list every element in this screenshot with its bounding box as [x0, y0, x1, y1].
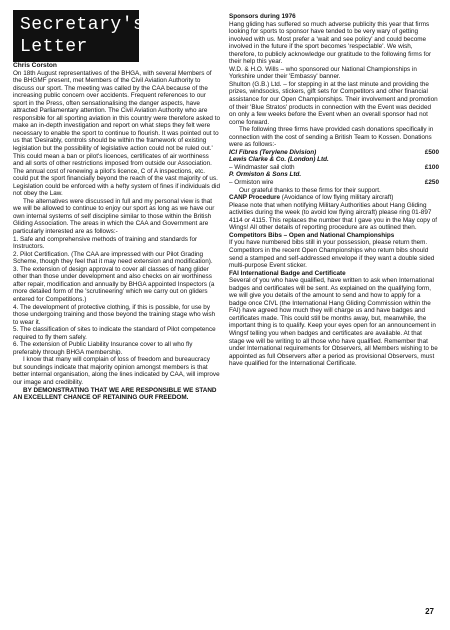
- masthead: [13, 10, 145, 62]
- list-item-site-classification: 5. The classification of sites to indicate the standard of Pilot competence required to fly them safely.: [13, 326, 216, 341]
- masthead-line-1: Secretary's: [20, 15, 145, 35]
- page-number: 27: [425, 607, 434, 616]
- section-heading-canp: [229, 194, 439, 202]
- donor-detail: – Windmaster sail cloth: [229, 163, 295, 171]
- closing-statement: BY DEMONSTRATING THAT WE ARE RESPONSIBLE WE STAND AN EXCELLENT CHANCE OF RETAINING OUR FREEDOM.: [13, 386, 217, 402]
- donation-amount: £100: [424, 163, 439, 171]
- donation-amount: [413, 171, 439, 179]
- paragraph-shulton: Shulton (G.B.) Ltd. – for stepping in at the last minute and providing the prizes, windsocks, stickers, gift sets for Competitors and other financial assistance for our Open Championships. Their involvement and promotion of their 'Blue Stratos' products in connection with the Event was decided on only a few weeks before the Event when an overall sponsor had not come forward.: [229, 80, 438, 126]
- paragraph-fai: Several of you who have qualified, have written to ask when International badges and certificates will be sent. As explained on the qualifying form, we will give you details of the amount to send and how to apply for a badge once CIVL (the International Hang Gliding Commission within the FAI) have agreed how much they will charge us and have badges and certificates made. This could still be months away, but, meanwhile, the important thing is to qualify. Keep your eyes open for an announcement in Wingsf telling you when badges and certificates are available. At that stage we will be writing to all those who have qualified. Remember that under International requirements for Observers, all Members wishing to be appointed as full Observers after a period as provisional Observers, must have qualified for the International Certificate.: [229, 277, 438, 368]
- section-heading-sponsors: Sponsors during 1976: [229, 13, 296, 20]
- donor-detail: – Ormiston wire: [229, 179, 274, 187]
- author-name: Chris Corston: [13, 62, 57, 69]
- list-item-training: 1. Safe and comprehensive methods of training and standards for Instructors.: [13, 235, 198, 251]
- table-row: [229, 149, 439, 157]
- list-item-certification: 2. Pilot Certification. (The CAA are impressed with our Pilot Grading Scheme, though they feel that it may need extension and modification).: [13, 250, 213, 266]
- donation-amount: £250: [424, 179, 439, 187]
- list-item-design-approval: 3. The extension of design approval to cover all classes of hang glider other than those under development and also checks on air worthiness after repair, modification and annually by BHGA appointed Inspectors (a more detailed form of the 'scrutineering' which we carry out on gliders entered for Competitions.): [13, 265, 215, 303]
- canp-heading-bold: CANP Procedure: [229, 194, 281, 202]
- table-row: [229, 164, 439, 172]
- donor-name: P. Ormiston & Sons Ltd.: [229, 171, 302, 179]
- canp-heading-rest: (Avoidance of low flying military aircraft): [281, 194, 394, 202]
- donations-table: [229, 149, 439, 187]
- left-column: [13, 0, 220, 402]
- list-item-insurance: 6. The extension of Public Liability Insurance cover to all who fly preferably through BHGA membership.: [13, 341, 193, 356]
- section-heading-fai: FAI International Badge and Certificate: [229, 269, 346, 277]
- paragraph-caa-meeting: On 18th August representatives of the BHGA, with several Members of the BHGMF present, met Members of the Civil Aviation Authority to discuss our sport. The meeting was called by the CAA because of the increasing public concern over accidents. Frequent references to our sport in the Press, often sensationalising the danger aspects, have attracted Parliamentary attention. The Civil Aviation Authority who are responsible for all sporting aviation in this country were therefore asked to make an in-depth investigation and report on what steps they felt were necessary to enable the sport to continue to flourish. It was pointed out to us that 'Desirably, controls should be within the framework of existing legislation but the possibility of legislative action could not be ruled out.' This could mean a ban or pilot's licences, certificates of air worthiness and all sorts of other restrictions imposed from outside our Association. The annual cost of renewing a pilot's licence, C of A inspections, etc. could put the sport financially beyond the reach of the vast majority of us. Legislation could be enforced with a hefty system of fines if individuals did not obey the Law.: [13, 69, 220, 198]
- section-heading-bibs: Competitors Bibs – Open and National Championships: [229, 231, 395, 239]
- donor-name: Lewis Clarke & Co. (London) Ltd.: [229, 156, 329, 164]
- paragraph-alternatives: The alternatives were discussed in full and my personal view is that we will be allowed to continue to enjoy our sport as long as we have our own internal systems of self discipline similar to those within the British Gliding Association. The areas in which the CAA and Government are particularly interested are as follows:-: [13, 197, 215, 236]
- paragraph-freedom: I know that many will complain of loss of freedom and bureaucracy but soundings indicate that majority opinion amongst members is that better internal organisation, along the lines indicated by CAA, will improve our image and credibility.: [13, 356, 220, 386]
- table-row: [229, 171, 439, 179]
- donation-amount: [413, 156, 439, 164]
- table-row: [229, 156, 439, 164]
- paragraph-sponsors-intro: Hang gliding has suffered so much adverse publicity this year that firms looking for sports to sponsor have tended to be very wary of getting involved with us. Most prefer a 'wait and see policy' and could become involved in the future if the sport becomes 'respectable'. We wish, therefore, to publicly acknowledge our gratitude to the following firms for their help this year.: [229, 20, 432, 66]
- paragraph-thanks: Our grateful thanks to these firms for their support.: [239, 186, 381, 194]
- paragraph-canp: Please note that when notifying Military Authorities about Hang Gliding activities during the week (to avoid low flying aircraft) please ring 01-897 4114 or 4115. This replaces the number that I gave you in the May copy of Wings! All other details of reporting procedure are as outlined then.: [229, 201, 438, 232]
- donor-name: ICI Fibres (Terylene Division): [229, 148, 317, 156]
- paragraph-wills: W.D. & H.O. Wills – who sponsored our National Championships in Yorkshire under their 'Embassy' banner.: [229, 65, 417, 81]
- right-column: [229, 13, 439, 368]
- donation-amount: £500: [424, 148, 439, 156]
- masthead-line-2: Letter: [20, 37, 88, 57]
- table-row: [229, 179, 439, 187]
- paragraph-donations-intro: The following three firms have provided cash donations specifically in connection with the cost of sending a British Team to Kossen. Donations were as follows:-: [229, 126, 434, 149]
- list-item-protective-clothing: 4. The development of protective clothing, if this is possible, for use by those undergoing training and those beyond the training stage who wish to wear it.: [13, 303, 216, 326]
- paragraph-bibs: If you have numbered bibs still in your possession, please return them. Competitors in the recent Open Championships who return bibs should send a stamped and self-addressed envelope if they want a double sided multi-purpose Event sticker.: [229, 239, 435, 270]
